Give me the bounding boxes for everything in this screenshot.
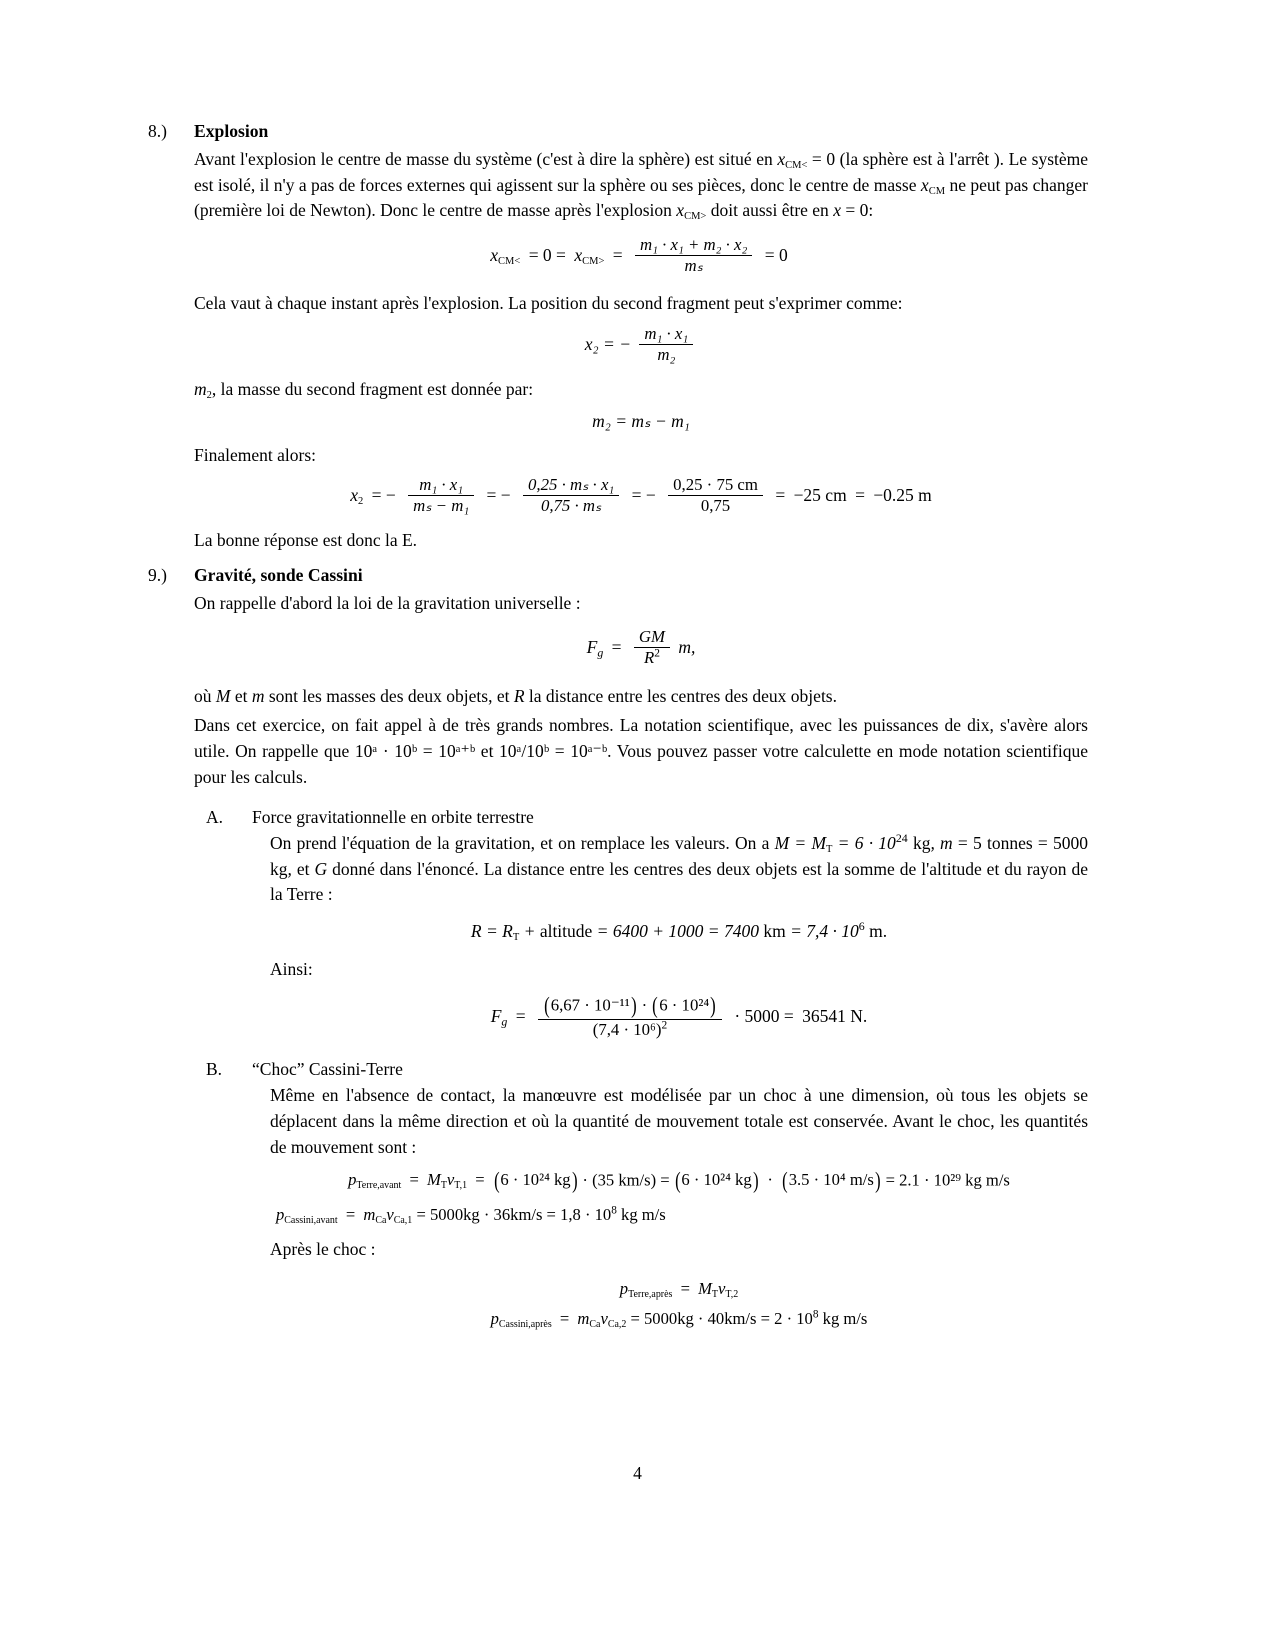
- p-cassini-apres-eq: =: [559, 1308, 570, 1328]
- s8-p1-text-d: doit aussi être en: [710, 200, 829, 221]
- grav-equals: =: [611, 637, 622, 658]
- subsection-A-body: [252, 831, 1088, 1040]
- x-cm-less-inline: $x_{CM<}$: [777, 149, 808, 172]
- force-den-term: 7,4 · 10⁶: [598, 1020, 656, 1040]
- s8-p1-text-e: = 0:: [845, 200, 874, 221]
- p-terre-avant-part6: 3.5 · 10⁴ m/s: [788, 1170, 874, 1190]
- close-paren-2-icon: ): [710, 993, 716, 1020]
- eq4-eq5: =: [855, 485, 865, 506]
- equation-p-terre-avant: [270, 1167, 1088, 1193]
- force-den-paren-close: ): [655, 1020, 662, 1040]
- p-terre-apres-eq: =: [680, 1278, 690, 1298]
- force-num-dot: ·: [641, 995, 648, 1015]
- s8-p1-text-c: ne peut pas changer (première loi de Newton). Donc le centre de masse après l'explosion: [194, 174, 1089, 221]
- m2-inline: $m_2$: [194, 378, 212, 401]
- close-paren-3-icon: ): [571, 1167, 578, 1193]
- eq4-eq1: = −: [371, 485, 396, 506]
- force-factor: · 5000 =: [734, 1006, 794, 1027]
- equation-force-value: [270, 993, 1088, 1040]
- open-paren-2-icon: (: [652, 993, 659, 1020]
- s9-p3-b: et: [480, 741, 494, 762]
- eq1-lhs: $x_{CM<}$: [490, 244, 521, 267]
- force-num-term-1: 6,67 · 10⁻¹¹: [550, 995, 630, 1015]
- close-paren-4-icon: ): [752, 1167, 759, 1193]
- p-terre-avant-part5: ·: [767, 1170, 773, 1190]
- equation-p-cassini-avant: [270, 1204, 1088, 1226]
- subsection-B-letter: B.: [206, 1059, 223, 1080]
- section-9-number: 9.): [148, 564, 167, 585]
- open-paren-5-icon: (: [782, 1167, 788, 1193]
- eq4-f2-num: 0,25 · mₛ · x₁: [523, 477, 619, 496]
- open-paren-4-icon: (: [674, 1167, 681, 1193]
- p-cassini-apres-lhs: $p_{Cassini,après}$: [490, 1308, 552, 1330]
- R-inline: R: [513, 685, 525, 706]
- eq2-denominator: m₂: [657, 344, 676, 364]
- s8-p3-text: , la masse du second fragment est donnée par:: [211, 378, 534, 399]
- eq2-fraction: [635, 323, 697, 364]
- grav-lhs: $F_g$: [586, 637, 604, 660]
- s9-p3-a: Dans cet exercice, on fait appel à de très grands nombres. La notation scientifique, avec les puissances de dix, s'avère alors utile. On rappelle que: [194, 715, 1088, 762]
- equation-p-cassini-apres: [270, 1308, 1088, 1330]
- eq3-body: m₂ = mₛ − m₁: [592, 411, 690, 432]
- p-cassini-apres-terms: $m_{Ca}v_{Ca,2}$: [577, 1308, 627, 1330]
- section-8-paragraph-3: [194, 377, 1088, 403]
- eq4-fraction-2: [519, 477, 623, 515]
- section-9: [148, 562, 1088, 1328]
- grav-tail: m,: [678, 637, 696, 658]
- subsection-B-body: [252, 1083, 1088, 1330]
- x-variable-inline: x: [833, 200, 841, 221]
- section-8-paragraph-5: La bonne réponse est donc la E.: [194, 530, 418, 551]
- force-numerator: [538, 995, 722, 1020]
- equation-x2-final: [194, 475, 1088, 516]
- eq2-lhs: x₂ = −: [584, 333, 632, 354]
- equation-p-terre-apres: [270, 1278, 1088, 1300]
- eq1-eq-zero: = 0 =: [528, 244, 566, 265]
- p-cassini-avant-eq: =: [345, 1204, 356, 1224]
- s9-p2-b: et: [234, 685, 248, 706]
- eq4-fraction-1: [404, 477, 478, 515]
- section-9-paragraph-1: On rappelle d'abord la loi de la gravitation universelle :: [194, 592, 581, 613]
- eq1-fraction: [631, 234, 756, 275]
- sA-p1-b: et: [296, 858, 310, 879]
- equation-universal-gravitation: [194, 627, 1088, 668]
- p-terre-avant-part3: · (35 km/s) =: [582, 1170, 670, 1190]
- eq4-f2-den: 0,75 · mₛ: [540, 496, 602, 516]
- close-paren-icon: ): [630, 993, 637, 1020]
- eq1-numerator: m₁ · x₁ + m₂ · x₂: [635, 237, 752, 256]
- sA-p1-a: On prend l'équation de la gravitation, et on remplace les valeurs. On a: [270, 833, 770, 854]
- p-terre-avant-group2: [674, 1167, 759, 1193]
- radius-body: $R = R_T$ + altitude = 6400 + 1000 = 7400 km = $7,4 \cdot 10^6$ m.: [470, 919, 888, 944]
- p-cassini-avant-terms: $m_{Ca}v_{Ca,1}$: [363, 1204, 413, 1226]
- p-terre-avant-group3: [781, 1167, 881, 1193]
- eq4-eq3: = −: [631, 485, 656, 506]
- section-8-title: Explosion: [194, 121, 269, 141]
- p-terre-avant-eq2: =: [475, 1170, 485, 1190]
- eq4-result-cm: −25 cm: [793, 485, 847, 506]
- s9-p3-c: . Vous pouvez passer votre calculette en mode notation scientifique pour les calculs.: [194, 741, 1088, 787]
- p-cassini-apres-rhs: = $5000kg \cdot 40km/s = 2 \cdot 10^8$ kg m/s: [630, 1308, 868, 1328]
- eq4-result-m: −0.25 m: [873, 485, 932, 506]
- force-den-paren-open: (: [592, 1020, 599, 1040]
- section-gap: [148, 554, 1088, 562]
- section-8-paragraph-1: [194, 147, 1088, 224]
- subsection-B-paragraph-1: Même en l'absence de contact, la manœuvre est modélisée par un choc à une dimension, où tous les objets se déplacent dans la même direction et où la quantité de mouvement totale est conservée. Avant le choc, les quantités de mouvement sont :: [270, 1085, 1088, 1157]
- s9-p2-c: sont les masses des deux objets, et: [268, 685, 510, 706]
- subsection-A-paragraph-2: Ainsi:: [270, 958, 313, 979]
- section-8: [148, 118, 1088, 554]
- section-9-paragraph-3: [194, 713, 1088, 790]
- eq1-equals: =: [612, 244, 623, 265]
- x-cm-inline: $x_{CM}$: [920, 174, 946, 197]
- force-den-exponent: 2: [661, 1019, 668, 1032]
- force-fraction: [534, 995, 726, 1039]
- force-lhs: $F_g$: [490, 1006, 508, 1029]
- spacer: [194, 794, 1088, 804]
- x-cm-greater-inline: $x_{CM>}$: [676, 200, 707, 223]
- p-terre-avant-part7: = 2.1 · 10²⁹ kg m/s: [885, 1170, 1010, 1190]
- section-8-paragraph-2: Cela vaut à chaque instant après l'explosion. La position du second fragment peut s'exprimer comme:: [194, 293, 903, 314]
- grav-numerator: GM: [634, 629, 670, 648]
- force-denominator: [538, 1020, 722, 1039]
- page-content: [148, 118, 1088, 1339]
- close-paren-5-icon: ): [874, 1167, 881, 1193]
- eq4-f1-den: mₛ − m₁: [413, 496, 470, 516]
- grav-denominator: $R^2$: [643, 647, 660, 668]
- force-num-term-2: 6 · 10²⁴: [659, 995, 710, 1015]
- s8-p1-text-b: = 0 (la sphère est à l'arrêt ). Le système est isolé, il n'y a pas de forces externes qui agissent sur la sphère ou ses pièces, donc le centre de masse: [194, 149, 1089, 195]
- mass-probe-value: m = 5 tonnes = 5000 kg,: [270, 833, 1089, 879]
- p-terre-apres-rhs: $M_Tv_{T,2}$: [698, 1278, 739, 1300]
- eq2-numerator: m₁ · x₁: [639, 326, 693, 345]
- page-number: 4: [633, 1463, 642, 1483]
- subsection-B-paragraph-2: Après le choc :: [270, 1239, 376, 1260]
- p-terre-avant-part1: $M_Tv_{T,1}$: [426, 1170, 468, 1192]
- eq4-lhs: $x_2$: [350, 485, 364, 508]
- equation-center-of-mass: [194, 234, 1088, 276]
- force-equals: =: [515, 1006, 526, 1027]
- eq1-rhs: = 0: [764, 244, 788, 265]
- p-cassini-avant-lhs: $p_{Cassini,avant}$: [276, 1204, 338, 1226]
- s9-p2-a: où: [194, 685, 212, 706]
- p-terre-avant-part2: 6 · 10²⁴ kg: [500, 1170, 571, 1190]
- eq1-mid: $x_{CM>}$: [574, 244, 605, 267]
- force-result: 36541 N.: [802, 1006, 868, 1027]
- p-terre-avant-part4: 6 · 10²⁴ kg: [681, 1170, 752, 1190]
- subsection-A-letter: A.: [206, 807, 224, 828]
- open-paren-3-icon: (: [493, 1167, 500, 1193]
- equation-m2-definition: [194, 412, 1088, 431]
- p-terre-avant-eq1: =: [409, 1170, 419, 1190]
- eq1-denominator: mₛ: [684, 255, 703, 275]
- subsection-A-title: Force gravitationnelle en orbite terrestre: [252, 807, 534, 828]
- section-8-number: 8.): [148, 121, 167, 141]
- equation-radius: [270, 919, 1088, 944]
- open-paren-icon: (: [544, 993, 550, 1020]
- eq4-f3-den: 0,75: [700, 496, 731, 516]
- eq4-eq2: = −: [486, 485, 511, 506]
- subsection-A-paragraph-1: [270, 831, 1088, 908]
- p-cassini-avant-rhs: = $5000kg \cdot 36km/s = 1,8 \cdot 10^8$ kg m/s: [416, 1204, 666, 1224]
- eq4-fraction-3: [664, 477, 767, 515]
- M-inline: M: [215, 685, 231, 706]
- equation-x2-expression: [194, 323, 1088, 365]
- p-terre-avant-group1: [493, 1167, 578, 1193]
- subsection-B: [206, 1056, 1088, 1330]
- grav-fraction: [630, 629, 674, 667]
- p-terre-apres-lhs: $p_{Terre,après}$: [619, 1278, 673, 1300]
- s9-p2-d: la distance entre les centres des deux objets.: [528, 685, 837, 706]
- powers-rule-1: 10ᵃ · 10ᵇ = 10ᵃ⁺ᵇ: [354, 741, 476, 762]
- sA-p1-c: donné dans l'énoncé. La distance entre les centres des deux objets est la somme de l'altitude et du rayon de la Terre :: [270, 858, 1089, 905]
- subsection-B-title: “Choc” Cassini-Terre: [252, 1059, 403, 1080]
- section-9-title: Gravité, sonde Cassini: [194, 564, 363, 585]
- s8-p1-text-a: Avant l'explosion le centre de masse du système (c'est à dire la sphère) est situé en: [194, 149, 773, 169]
- eq4-f1-num: m₁ · x₁: [408, 477, 474, 496]
- eq4-eq4: =: [775, 485, 786, 506]
- subsection-A: [206, 804, 1088, 1040]
- section-8-paragraph-4: Finalement alors:: [194, 444, 316, 465]
- powers-rule-2: 10ᵃ/10ᵇ = 10ᵃ⁻ᵇ: [499, 741, 608, 762]
- m-inline: m: [251, 685, 265, 706]
- G-inline: G: [314, 858, 328, 879]
- eq4-f3-num: 0,25 · 75 cm: [668, 477, 763, 496]
- section-9-paragraph-2: [194, 684, 1088, 710]
- mass-earth-value: $M = M_T = 6 \cdot 10^{24}$ kg,: [774, 831, 935, 856]
- p-terre-avant-lhs: $p_{Terre,avant}$: [348, 1170, 402, 1192]
